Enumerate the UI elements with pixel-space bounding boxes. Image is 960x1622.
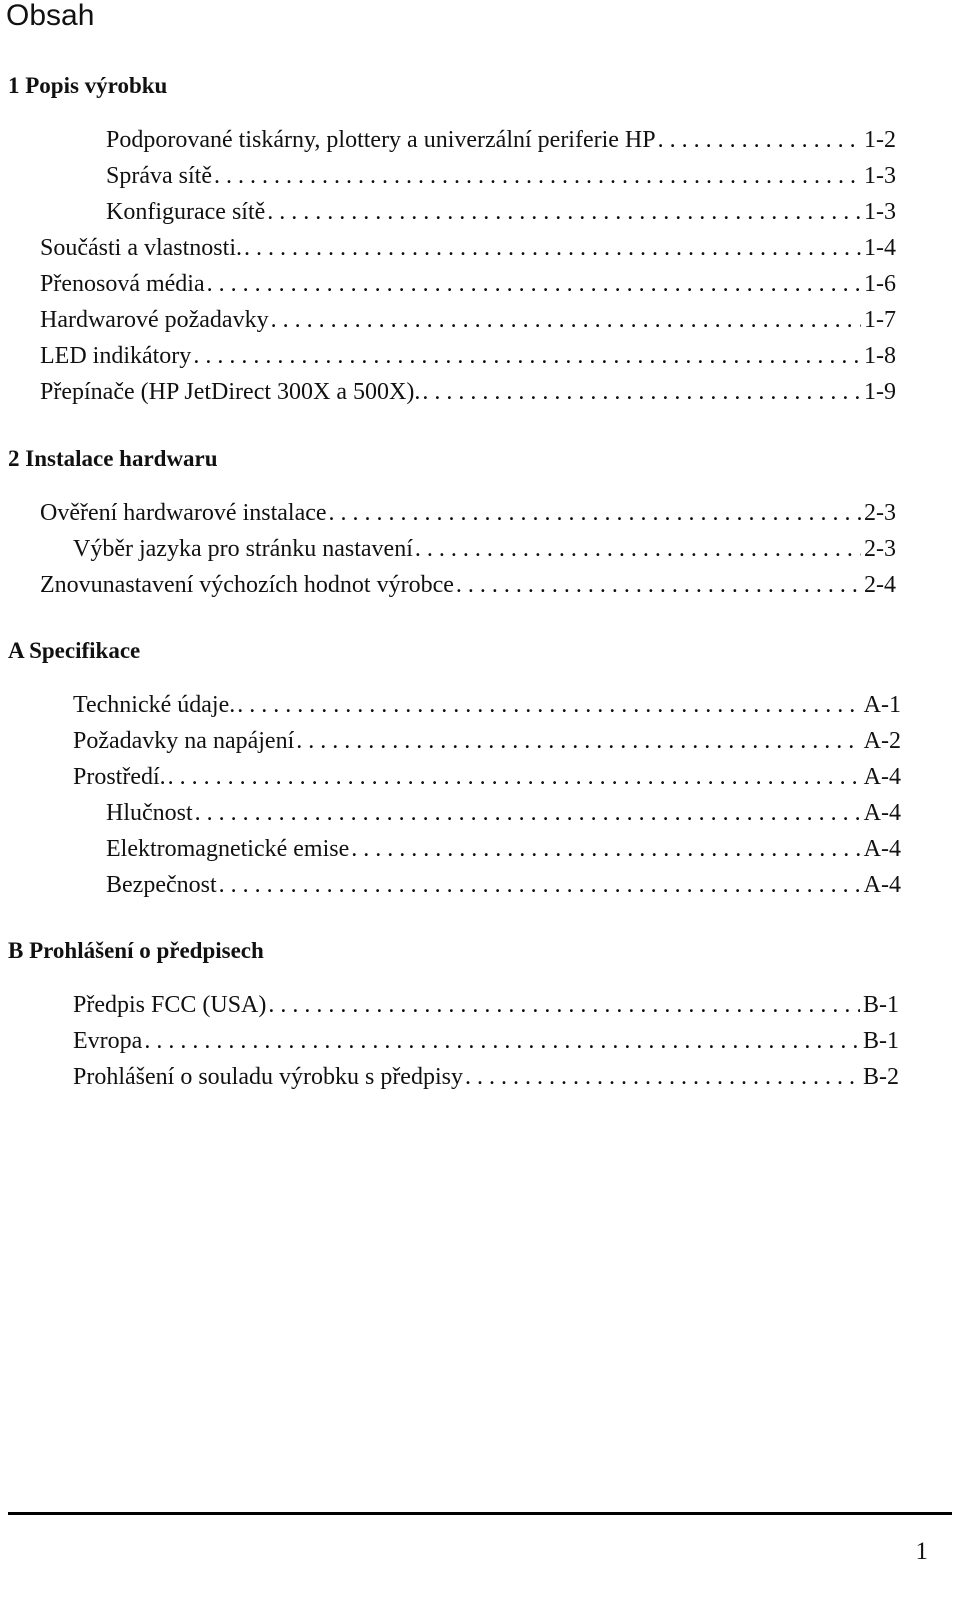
dot-leader xyxy=(349,833,860,865)
toc-entry-page: 2-4 xyxy=(864,572,896,598)
toc-entry-page: B-1 xyxy=(863,1028,899,1054)
toc-entry-page: 1-4 xyxy=(864,235,896,261)
toc-entry[interactable] xyxy=(73,689,901,721)
toc-entry-title: Hlučnost xyxy=(106,800,193,826)
toc-entry[interactable] xyxy=(40,497,896,529)
toc-entry[interactable] xyxy=(40,569,896,601)
dot-leader xyxy=(454,569,861,601)
toc-entry-title: Konfigurace sítě xyxy=(106,199,266,225)
dot-leader xyxy=(242,232,861,264)
dot-leader xyxy=(166,761,861,793)
toc-entry-page: 2-3 xyxy=(864,536,896,562)
toc-entry[interactable] xyxy=(73,989,899,1021)
dot-leader xyxy=(212,160,861,192)
toc-entry-page: A-1 xyxy=(863,692,901,718)
toc-entry-title: LED indikátory xyxy=(40,343,192,369)
toc-entry[interactable] xyxy=(106,869,901,901)
toc-entry-page: A-4 xyxy=(863,800,901,826)
dot-leader xyxy=(420,376,861,408)
toc-entry[interactable] xyxy=(73,1025,899,1057)
toc-entry-title: Požadavky na napájení xyxy=(73,728,295,754)
toc-entry[interactable] xyxy=(73,533,896,565)
toc-entry-page: B-2 xyxy=(863,1064,899,1090)
toc-entry-page: 1-8 xyxy=(864,343,896,369)
toc-entry-title: Ověření hardwarové instalace xyxy=(40,500,327,526)
toc-entry-title: Předpis FCC (USA) xyxy=(73,992,267,1018)
footer-rule xyxy=(8,1512,952,1515)
toc-entry[interactable] xyxy=(106,196,896,228)
toc-entry-page: 1-2 xyxy=(864,127,896,153)
toc-entry-page: 1-7 xyxy=(864,307,896,333)
toc-entry-title: Prohlášení o souladu výrobku s předpisy xyxy=(73,1064,463,1090)
toc-entry[interactable] xyxy=(40,304,896,336)
toc-entry-page: 1-3 xyxy=(864,163,896,189)
page-number: 1 xyxy=(915,1538,928,1565)
toc-entry-page: A-4 xyxy=(863,764,901,790)
dot-leader xyxy=(205,268,861,300)
toc-entry-title: Přenosová média xyxy=(40,271,205,297)
toc-entry[interactable] xyxy=(106,160,896,192)
dot-leader xyxy=(191,340,861,372)
toc-entry[interactable] xyxy=(40,268,896,300)
toc-entry[interactable] xyxy=(106,797,901,829)
toc-entry-title: Znovunastavení výchozích hodnot výrobce xyxy=(40,572,454,598)
dot-leader xyxy=(269,304,861,336)
toc-entry[interactable] xyxy=(40,232,896,264)
toc-entry[interactable] xyxy=(40,340,896,372)
dot-leader xyxy=(266,989,860,1021)
toc-entry-page: 1-3 xyxy=(864,199,896,225)
toc-entry[interactable] xyxy=(73,1061,899,1093)
toc-entry[interactable] xyxy=(73,725,901,757)
dot-leader xyxy=(463,1061,860,1093)
page-title: Obsah xyxy=(6,0,95,32)
chapter-heading: 1 Popis výrobku xyxy=(8,73,168,98)
dot-leader xyxy=(327,497,861,529)
toc-entry[interactable] xyxy=(106,833,901,865)
toc-entry-page: A-2 xyxy=(863,728,901,754)
toc-entry-title: Hardwarové požadavky xyxy=(40,307,269,333)
chapter-heading: A Specifikace xyxy=(8,638,141,663)
dot-leader xyxy=(265,196,861,228)
toc-entry-title: Podporované tiskárny, plottery a univerzální periferie HP xyxy=(106,127,656,153)
dot-leader xyxy=(235,689,860,721)
toc-entry[interactable] xyxy=(40,376,896,408)
toc-entry-title: Bezpečnost xyxy=(106,872,217,898)
toc-entry-page: 1-6 xyxy=(864,271,896,297)
toc-entry-title: Součásti a vlastnosti. xyxy=(40,235,242,261)
dot-leader xyxy=(217,869,861,901)
dot-leader xyxy=(656,124,861,156)
toc-entry-title: Evropa xyxy=(73,1028,143,1054)
toc-entry-page: 2-3 xyxy=(864,500,896,526)
toc-entry-page: A-4 xyxy=(863,872,901,898)
toc-entry-page: B-1 xyxy=(863,992,899,1018)
toc-entry-title: Technické údaje. xyxy=(73,692,236,718)
toc-entry-title: Elektromagnetické emise xyxy=(106,836,350,862)
dot-leader xyxy=(413,533,861,565)
toc-entry[interactable] xyxy=(106,124,896,156)
toc-entry-title: Výběr jazyka pro stránku nastavení xyxy=(73,536,413,562)
toc-entry-page: 1-9 xyxy=(864,379,896,405)
toc-entry-title: Prostředí. xyxy=(73,764,166,790)
toc-entry-title: Přepínače (HP JetDirect 300X a 500X). xyxy=(40,379,421,405)
dot-leader xyxy=(294,725,860,757)
chapter-heading: 2 Instalace hardwaru xyxy=(8,446,218,471)
toc-entry[interactable] xyxy=(73,761,901,793)
toc-entry-page: A-4 xyxy=(863,836,901,862)
dot-leader xyxy=(193,797,861,829)
dot-leader xyxy=(142,1025,860,1057)
chapter-heading: B Prohlášení o předpisech xyxy=(8,938,264,963)
toc-entry-title: Správa sítě xyxy=(106,163,212,189)
